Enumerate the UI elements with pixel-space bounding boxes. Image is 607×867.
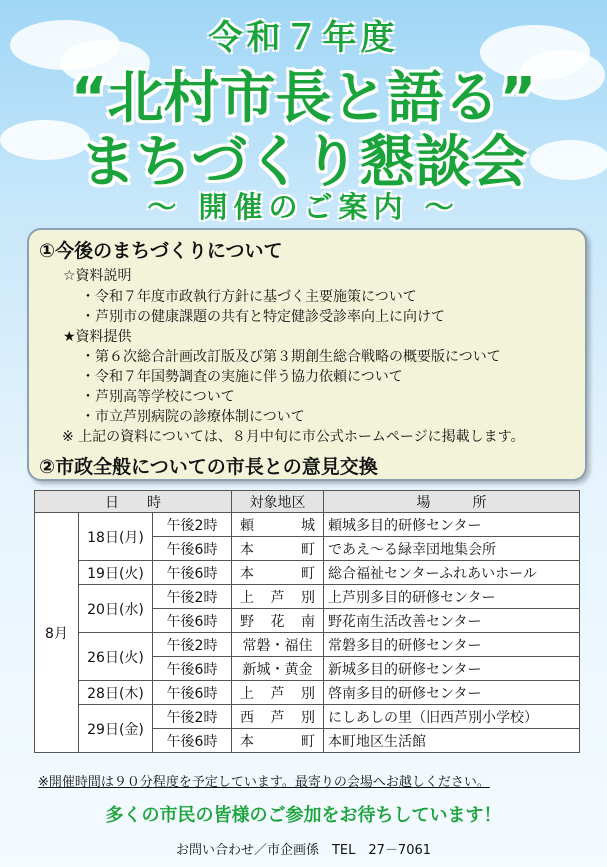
area-char: 頼 [240,517,254,534]
time-cell: 午後2時 [153,633,232,657]
provide-heading: ★資料提供 [63,329,132,345]
month-cell: 8月 [35,513,79,753]
section1-title: ①今後のまちづくりについて [39,240,283,262]
header-area: 対象地区 [232,491,324,513]
place-cell: 常磐多目的研修センター [324,633,580,657]
time-cell: 午後2時 [153,705,232,729]
date-cell: 20日(水) [79,585,153,633]
area-char: 上 [240,589,254,606]
table-row [35,681,580,705]
table-row [35,513,580,537]
area-char: 別 [301,589,315,606]
schedule-table [34,490,580,753]
area-char: 芦 [270,709,285,726]
table-row [35,585,580,609]
area-cell [232,609,324,633]
materials-note: ※ 上記の資料については、８月中旬に市公式ホームページに掲載します。 [62,429,525,445]
time-cell: 午後6時 [153,681,232,705]
date-cell: 26日(火) [79,633,153,681]
explain-heading: ☆資料説明 [63,268,132,284]
contact-info: お問い合わせ／市企画係 TEL 27－7061 [175,843,432,858]
table-row [35,705,580,729]
table-header-row [35,491,580,513]
place-cell: 総合福祉センターふれあいホール [324,561,580,585]
time-footnote: ※開催時間は９０分程度を予定しています。最寄りの会場へお越しください。 [38,775,490,790]
area-char: 町 [301,541,315,558]
area-char: 本 [240,733,254,750]
table-row [35,633,580,657]
place-cell: 啓南多目的研修センター [324,681,580,705]
time-cell: 午後6時 [153,561,232,585]
area-cell [232,513,324,537]
header-place: 場 所 [324,491,580,513]
area-char: 新城・黄金 [242,661,313,678]
time-cell: 午後6時 [153,657,232,681]
list-item: ・芦別高等学校について [81,389,235,405]
place-cell: 本町地区生活館 [324,729,580,753]
time-cell: 午後2時 [153,585,232,609]
title-main: “北村市長と語る” [70,66,537,131]
area-cell [232,585,324,609]
date-cell: 19日(火) [79,561,153,585]
place-cell: 野花南生活改善センター [324,609,580,633]
section2-title: ②市政全般についての市長との意見交換 [39,456,378,478]
time-cell: 午後2時 [153,513,232,537]
header-datetime: 日 時 [35,491,232,513]
area-char: 南 [301,613,315,630]
closing-message: 多くの市民の皆様のご参加をお待ちしています！ [105,805,502,826]
place-cell: にしあしの里（旧西芦別小学校） [324,705,580,729]
table-row [35,561,580,585]
time-cell: 午後6時 [153,729,232,753]
place-cell: であえ～る緑幸団地集会所 [324,537,580,561]
area-char: 上 [240,685,254,702]
list-item: ・芦別市の健康課題の共有と特定健診受診率向上に向けて [81,309,445,325]
area-char: 花 [270,613,285,630]
area-char: 本 [240,565,254,582]
title-year: 令和７年度 [208,18,399,58]
area-char: 野 [240,613,254,630]
title-event: まちづくり懇談会 [79,130,528,195]
time-cell: 午後6時 [153,537,232,561]
date-cell: 28日(木) [79,681,153,705]
area-char: 別 [301,709,315,726]
area-char: 本 [240,541,254,558]
area-char: 西 [240,709,254,726]
area-char: 常磐・福住 [242,637,313,654]
place-cell: 上芦別多目的研修センター [324,585,580,609]
area-cell [232,705,324,729]
area-cell [232,729,324,753]
area-cell [232,657,324,681]
area-char: 城 [301,517,315,534]
area-char: 芦 [270,589,285,606]
place-cell: 頼城多目的研修センター [324,513,580,537]
area-cell [232,537,324,561]
list-item: ・第６次総合計画改訂版及び第３期創生総合戦略の概要版について [81,349,501,365]
date-cell: 18日(月) [79,513,153,561]
area-char: 別 [301,685,315,702]
place-cell: 新城多目的研修センター [324,657,580,681]
area-cell [232,561,324,585]
subtitle: ～ 開催のご案内 ～ [147,190,460,224]
list-item: ・令和７年度市政執行方針に基づく主要施策について [81,289,417,305]
area-char: 町 [301,733,315,750]
area-char: 町 [301,565,315,582]
date-cell: 29日(金) [79,705,153,753]
time-cell: 午後6時 [153,609,232,633]
list-item: ・令和７年国勢調査の実施に伴う協力依頼について [81,369,403,385]
list-item: ・市立芦別病院の診療体制について [81,409,305,425]
area-cell [232,633,324,657]
area-char: 芦 [270,685,285,702]
area-cell [232,681,324,705]
agenda-box [27,228,587,481]
